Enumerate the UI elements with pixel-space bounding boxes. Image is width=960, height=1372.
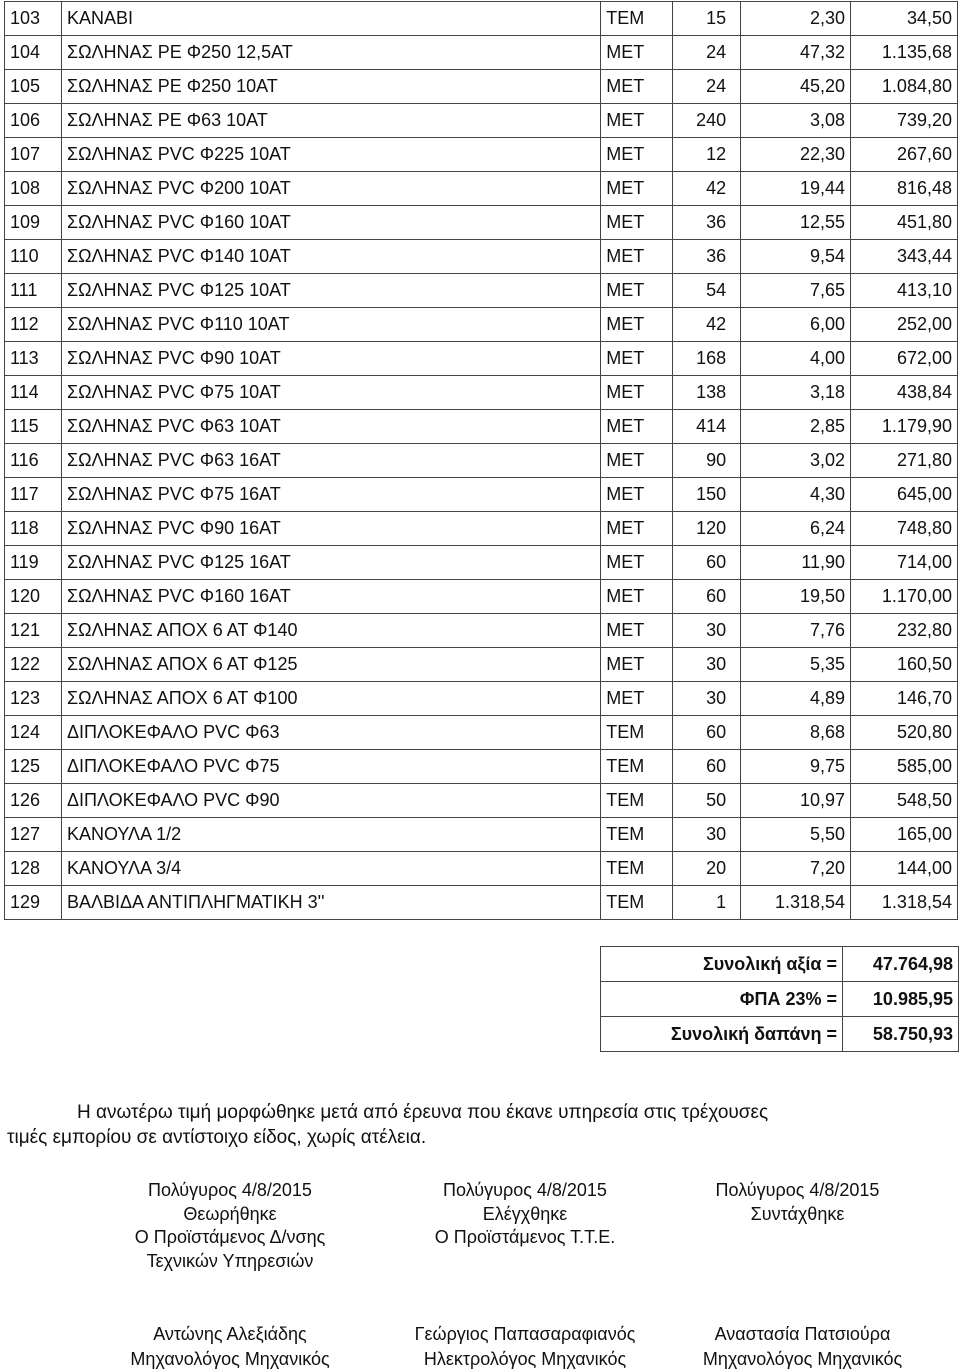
table-row xyxy=(5,478,958,512)
signatory-3 xyxy=(670,1322,935,1372)
item-unit: ΜΕΤ xyxy=(601,274,673,308)
item-total: 520,80 xyxy=(851,716,958,750)
vat-label: ΦΠΑ 23% = xyxy=(601,982,843,1017)
pricing-note-line-1: Η ανωτέρω τιμή μορφώθηκε μετά από έρευνα που έκανε υπηρεσία στις τρέχουσες xyxy=(77,1102,769,1123)
item-description: ΔΙΠΛΟΚΕΦΑΛΟ PVC Φ63 xyxy=(61,716,600,750)
item-total: 165,00 xyxy=(851,818,958,852)
item-unit-price: 6,24 xyxy=(741,512,851,546)
table-row xyxy=(5,614,958,648)
item-unit: ΜΕΤ xyxy=(601,70,673,104)
item-total: 271,80 xyxy=(851,444,958,478)
vat-amount: 10.985,95 xyxy=(843,982,959,1017)
item-description: ΣΩΛΗΝΑΣ PVC Φ125 10AT xyxy=(61,274,600,308)
item-unit-price: 4,00 xyxy=(741,342,851,376)
item-total: 1.084,80 xyxy=(851,70,958,104)
item-number: 123 xyxy=(5,682,62,716)
table-row xyxy=(5,784,958,818)
item-unit: ΜΕΤ xyxy=(601,138,673,172)
item-description: ΣΩΛΗΝΑΣ PVC Φ110 10AT xyxy=(61,308,600,342)
item-unit-price: 7,20 xyxy=(741,852,851,886)
item-number: 124 xyxy=(5,716,62,750)
table-row xyxy=(5,818,958,852)
item-quantity: 60 xyxy=(673,546,741,580)
item-unit-price: 2,30 xyxy=(741,2,851,36)
item-unit-price: 19,44 xyxy=(741,172,851,206)
item-description: ΚΑΝΑΒΙ xyxy=(61,2,600,36)
item-unit-price: 4,30 xyxy=(741,478,851,512)
item-unit-price: 2,85 xyxy=(741,410,851,444)
item-number: 103 xyxy=(5,2,62,36)
item-unit: ΤΕΜ xyxy=(601,750,673,784)
item-quantity: 120 xyxy=(673,512,741,546)
item-quantity: 42 xyxy=(673,172,741,206)
pricing-note xyxy=(7,1100,955,1150)
item-quantity: 20 xyxy=(673,852,741,886)
signature-place-date: Πολύγυρος 4/8/2015 xyxy=(443,1180,607,1200)
item-description: ΣΩΛΗΝΑΣ PE Φ250 12,5ΑΤ xyxy=(61,36,600,70)
item-quantity: 36 xyxy=(673,240,741,274)
item-description: ΣΩΛΗΝΑΣ PVC Φ140 10AT xyxy=(61,240,600,274)
table-row xyxy=(5,410,958,444)
item-total: 438,84 xyxy=(851,376,958,410)
item-total: 1.170,00 xyxy=(851,580,958,614)
signature-action: Ελέγχθηκε xyxy=(482,1203,568,1224)
item-description: ΣΩΛΗΝΑΣ PVC Φ225 10AT xyxy=(61,138,600,172)
pricing-note-line-2: τιμές εμπορίου σε αντίστοιχο είδος, χωρίς ατέλεια. xyxy=(7,1127,427,1148)
total-value-label: Συνολική αξία = xyxy=(601,947,843,982)
item-number: 119 xyxy=(5,546,62,580)
item-description: ΣΩΛΗΝΑΣ PVC Φ90 16AT xyxy=(61,512,600,546)
item-total: 252,00 xyxy=(851,308,958,342)
total-value-row xyxy=(601,947,959,982)
item-total: 267,60 xyxy=(851,138,958,172)
item-description: ΔΙΠΛΟΚΕΦΑΛΟ PVC Φ75 xyxy=(61,750,600,784)
item-unit: ΜΕΤ xyxy=(601,444,673,478)
signature-role: Ο Προϊστάμενος Δ/νσης xyxy=(134,1227,326,1247)
table-row xyxy=(5,444,958,478)
item-quantity: 54 xyxy=(673,274,741,308)
signatory-name: Γεώργιος Παπασαραφιανός xyxy=(414,1324,636,1344)
item-unit: ΜΕΤ xyxy=(601,682,673,716)
signatory-1 xyxy=(60,1322,400,1372)
item-quantity: 24 xyxy=(673,70,741,104)
totals-table xyxy=(600,946,959,1052)
grand-total-amount: 58.750,93 xyxy=(843,1017,959,1052)
item-unit: ΤΕΜ xyxy=(601,818,673,852)
item-total: 34,50 xyxy=(851,2,958,36)
item-number: 112 xyxy=(5,308,62,342)
item-quantity: 60 xyxy=(673,580,741,614)
item-unit: ΜΕΤ xyxy=(601,410,673,444)
item-unit-price: 6,00 xyxy=(741,308,851,342)
item-total: 816,48 xyxy=(851,172,958,206)
item-total: 160,50 xyxy=(851,648,958,682)
item-unit-price: 9,75 xyxy=(741,750,851,784)
item-quantity: 36 xyxy=(673,206,741,240)
item-unit-price: 3,02 xyxy=(741,444,851,478)
item-quantity: 1 xyxy=(673,886,741,920)
item-total: 748,80 xyxy=(851,512,958,546)
item-number: 106 xyxy=(5,104,62,138)
item-unit-price: 4,89 xyxy=(741,682,851,716)
signature-place-date: Πολύγυρος 4/8/2015 xyxy=(715,1180,880,1200)
item-quantity: 138 xyxy=(673,376,741,410)
item-unit: ΜΕΤ xyxy=(601,206,673,240)
table-row xyxy=(5,274,958,308)
item-unit-price: 12,55 xyxy=(741,206,851,240)
item-quantity: 30 xyxy=(673,818,741,852)
item-unit-price: 45,20 xyxy=(741,70,851,104)
item-unit: ΜΕΤ xyxy=(601,36,673,70)
item-number: 108 xyxy=(5,172,62,206)
table-row xyxy=(5,240,958,274)
item-description: ΒΑΛΒΙΔΑ ΑΝΤΙΠΛΗΓΜΑΤΙΚΗ 3'' xyxy=(61,886,600,920)
item-unit: ΤΕΜ xyxy=(601,716,673,750)
item-number: 117 xyxy=(5,478,62,512)
item-unit-price: 3,18 xyxy=(741,376,851,410)
item-number: 122 xyxy=(5,648,62,682)
table-row xyxy=(5,750,958,784)
table-row xyxy=(5,342,958,376)
item-description: ΣΩΛΗΝΑΣ PVC Φ160 10AT xyxy=(61,206,600,240)
item-unit-price: 7,76 xyxy=(741,614,851,648)
signature-role-cont: Τεχνικών Υπηρεσιών xyxy=(146,1250,314,1271)
item-unit: ΤΕΜ xyxy=(601,2,673,36)
item-number: 104 xyxy=(5,36,62,70)
item-number: 121 xyxy=(5,614,62,648)
signatory-title: Ηλεκτρολόγος Μηχανικός xyxy=(423,1349,627,1369)
item-number: 110 xyxy=(5,240,62,274)
item-description: ΣΩΛΗΝΑΣ PE Φ250 10AT xyxy=(61,70,600,104)
vat-row xyxy=(601,982,959,1017)
item-unit-price: 11,90 xyxy=(741,546,851,580)
item-quantity: 150 xyxy=(673,478,741,512)
item-unit: ΤΕΜ xyxy=(601,886,673,920)
table-row xyxy=(5,376,958,410)
item-description: ΔΙΠΛΟΚΕΦΑΛΟ PVC Φ90 xyxy=(61,784,600,818)
signature-place-date: Πολύγυρος 4/8/2015 xyxy=(148,1180,312,1200)
item-total: 714,00 xyxy=(851,546,958,580)
item-unit-price: 3,08 xyxy=(741,104,851,138)
item-number: 111 xyxy=(5,274,62,308)
item-unit-price: 19,50 xyxy=(741,580,851,614)
item-unit-price: 5,50 xyxy=(741,818,851,852)
table-row xyxy=(5,138,958,172)
item-unit-price: 9,54 xyxy=(741,240,851,274)
item-number: 113 xyxy=(5,342,62,376)
item-description: ΣΩΛΗΝΑΣ PVC Φ125 16AT xyxy=(61,546,600,580)
item-unit: ΜΕΤ xyxy=(601,376,673,410)
item-total: 645,00 xyxy=(851,478,958,512)
item-unit-price: 10,97 xyxy=(741,784,851,818)
item-unit-price: 7,65 xyxy=(741,274,851,308)
item-total: 1.135,68 xyxy=(851,36,958,70)
item-unit: ΜΕΤ xyxy=(601,614,673,648)
item-quantity: 60 xyxy=(673,716,741,750)
item-total: 146,70 xyxy=(851,682,958,716)
item-number: 128 xyxy=(5,852,62,886)
signature-action: Θεωρήθηκε xyxy=(183,1203,277,1224)
item-description: ΣΩΛΗΝΑΣ PVC Φ160 16AT xyxy=(61,580,600,614)
item-unit-price: 1.318,54 xyxy=(741,886,851,920)
item-unit: ΜΕΤ xyxy=(601,580,673,614)
item-total: 585,00 xyxy=(851,750,958,784)
item-number: 126 xyxy=(5,784,62,818)
item-unit: ΜΕΤ xyxy=(601,172,673,206)
item-total: 413,10 xyxy=(851,274,958,308)
item-description: ΣΩΛΗΝΑΣ PVC Φ90 10AT xyxy=(61,342,600,376)
item-quantity: 240 xyxy=(673,104,741,138)
item-number: 125 xyxy=(5,750,62,784)
item-number: 118 xyxy=(5,512,62,546)
item-unit-price: 8,68 xyxy=(741,716,851,750)
signatory-title: Μηχανολόγος Μηχανικός xyxy=(130,1349,330,1369)
grand-total-row xyxy=(601,1017,959,1052)
item-total: 343,44 xyxy=(851,240,958,274)
item-number: 115 xyxy=(5,410,62,444)
signatory-2 xyxy=(385,1322,665,1372)
table-row xyxy=(5,682,958,716)
items-table-body xyxy=(5,2,958,920)
item-unit: ΜΕΤ xyxy=(601,104,673,138)
item-unit: ΜΕΤ xyxy=(601,308,673,342)
item-unit: ΜΕΤ xyxy=(601,478,673,512)
item-total: 739,20 xyxy=(851,104,958,138)
item-quantity: 24 xyxy=(673,36,741,70)
signature-block-compiled xyxy=(680,1179,915,1226)
item-quantity: 60 xyxy=(673,750,741,784)
item-description: ΚΑΝΟΥΛΑ 3/4 xyxy=(61,852,600,886)
signature-action: Συντάχθηκε xyxy=(750,1203,845,1224)
item-quantity: 30 xyxy=(673,648,741,682)
item-unit-price: 47,32 xyxy=(741,36,851,70)
signature-block-checked xyxy=(395,1179,655,1250)
item-quantity: 15 xyxy=(673,2,741,36)
signature-block-approved xyxy=(90,1179,370,1273)
item-description: ΣΩΛΗΝΑΣ PVC Φ63 16AT xyxy=(61,444,600,478)
table-row xyxy=(5,308,958,342)
item-description: ΣΩΛΗΝΑΣ PVC Φ200 10AT xyxy=(61,172,600,206)
item-number: 105 xyxy=(5,70,62,104)
item-description: ΣΩΛΗΝΑΣ ΑΠΟΧ 6 ΑΤ Φ140 xyxy=(61,614,600,648)
item-unit: ΤΕΜ xyxy=(601,784,673,818)
grand-total-label: Συνολική δαπάνη = xyxy=(601,1017,843,1052)
signatory-name: Αντώνης Αλεξιάδης xyxy=(153,1324,307,1344)
item-unit: ΜΕΤ xyxy=(601,546,673,580)
item-total: 1.179,90 xyxy=(851,410,958,444)
table-row xyxy=(5,206,958,240)
item-description: ΣΩΛΗΝΑΣ PVC Φ63 10AT xyxy=(61,410,600,444)
signature-role: Ο Προϊστάμενος Τ.Τ.Ε. xyxy=(434,1227,616,1247)
item-total: 672,00 xyxy=(851,342,958,376)
item-total: 144,00 xyxy=(851,852,958,886)
item-number: 116 xyxy=(5,444,62,478)
item-quantity: 42 xyxy=(673,308,741,342)
item-quantity: 90 xyxy=(673,444,741,478)
item-quantity: 30 xyxy=(673,682,741,716)
item-total: 1.318,54 xyxy=(851,886,958,920)
item-unit: ΜΕΤ xyxy=(601,240,673,274)
total-value-amount: 47.764,98 xyxy=(843,947,959,982)
item-number: 120 xyxy=(5,580,62,614)
item-description: ΣΩΛΗΝΑΣ PVC Φ75 10AT xyxy=(61,376,600,410)
item-description: ΣΩΛΗΝΑΣ PE Φ63 10AT xyxy=(61,104,600,138)
table-row xyxy=(5,512,958,546)
item-unit-price: 22,30 xyxy=(741,138,851,172)
table-row xyxy=(5,716,958,750)
table-row xyxy=(5,2,958,36)
item-description: ΚΑΝΟΥΛΑ 1/2 xyxy=(61,818,600,852)
table-row xyxy=(5,70,958,104)
table-row xyxy=(5,852,958,886)
item-quantity: 50 xyxy=(673,784,741,818)
item-description: ΣΩΛΗΝΑΣ PVC Φ75 16AT xyxy=(61,478,600,512)
item-description: ΣΩΛΗΝΑΣ ΑΠΟΧ 6 ΑΤ Φ100 xyxy=(61,682,600,716)
table-row xyxy=(5,546,958,580)
item-unit: ΜΕΤ xyxy=(601,648,673,682)
table-row xyxy=(5,648,958,682)
item-description: ΣΩΛΗΝΑΣ ΑΠΟΧ 6 ΑΤ Φ125 xyxy=(61,648,600,682)
item-number: 109 xyxy=(5,206,62,240)
items-table xyxy=(4,1,958,920)
item-quantity: 30 xyxy=(673,614,741,648)
table-row xyxy=(5,36,958,70)
item-quantity: 12 xyxy=(673,138,741,172)
item-number: 129 xyxy=(5,886,62,920)
table-row xyxy=(5,104,958,138)
item-total: 232,80 xyxy=(851,614,958,648)
item-quantity: 414 xyxy=(673,410,741,444)
table-row xyxy=(5,886,958,920)
item-unit: ΤΕΜ xyxy=(601,852,673,886)
item-unit: ΜΕΤ xyxy=(601,512,673,546)
signatory-title: Μηχανολόγος Μηχανικός xyxy=(702,1349,903,1369)
table-row xyxy=(5,580,958,614)
item-unit: ΜΕΤ xyxy=(601,342,673,376)
item-number: 127 xyxy=(5,818,62,852)
signatory-name: Αναστασία Πατσιούρα xyxy=(714,1324,891,1344)
item-number: 107 xyxy=(5,138,62,172)
item-total: 548,50 xyxy=(851,784,958,818)
item-number: 114 xyxy=(5,376,62,410)
item-unit-price: 5,35 xyxy=(741,648,851,682)
item-total: 451,80 xyxy=(851,206,958,240)
table-row xyxy=(5,172,958,206)
item-quantity: 168 xyxy=(673,342,741,376)
